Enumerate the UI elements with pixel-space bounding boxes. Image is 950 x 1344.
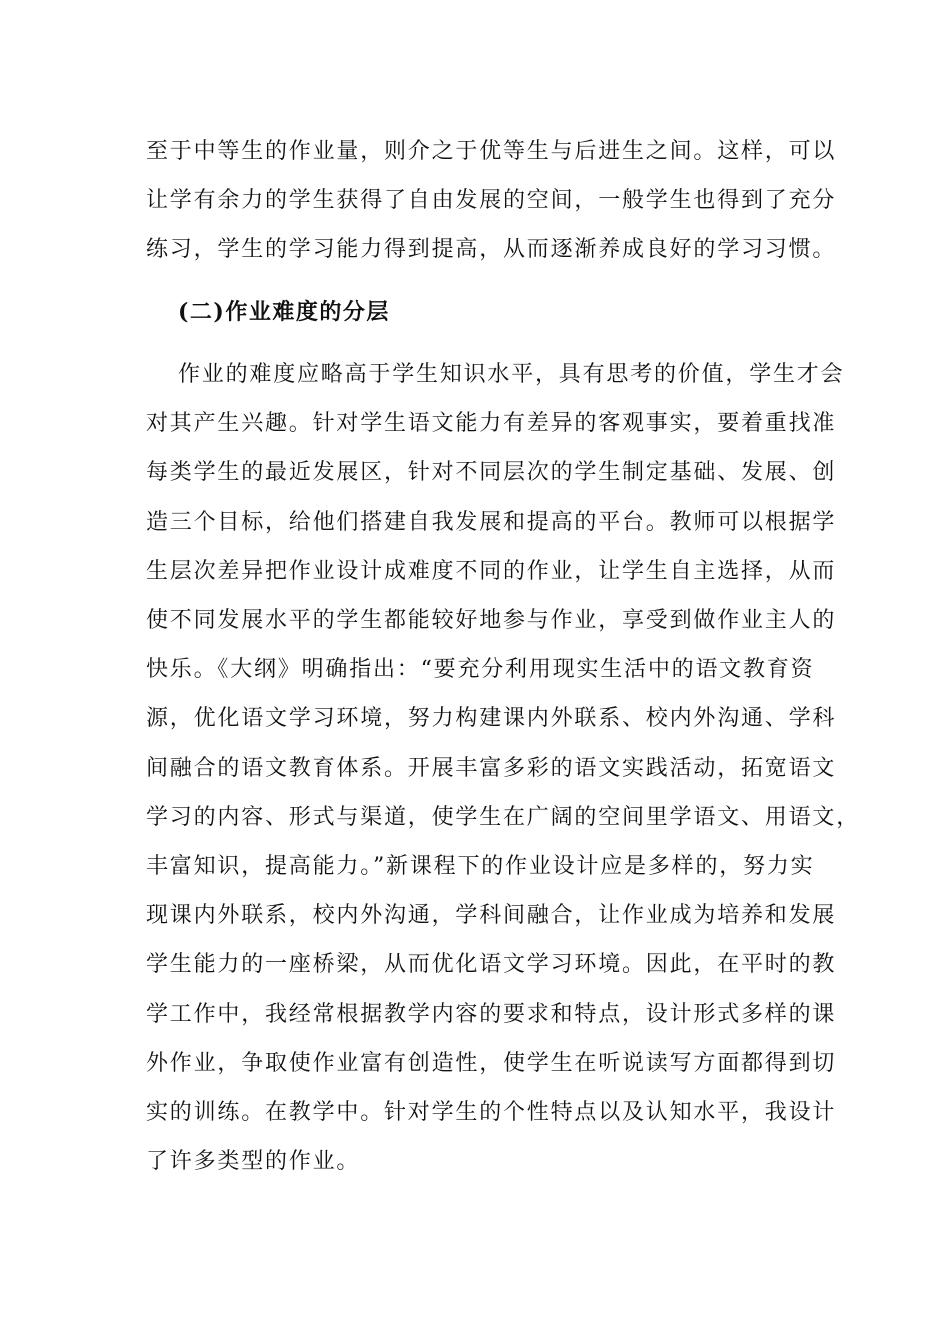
paragraph-2-line: 了许多类型的作业。 — [146, 1149, 361, 1174]
paragraph-2-line: 间融合的语文教育体系。开展丰富多彩的语文实践活动，拓宽语文 — [146, 756, 837, 781]
paragraph-1-line: 练习，学生的学习能力得到提高，从而逐渐养成良好的学习习惯。 — [146, 237, 837, 262]
paragraph-1-line: 让学有余力的学生获得了自由发展的空间，一般学生也得到了充分 — [146, 188, 837, 213]
paragraph-2-line: 作业的难度应略高于学生知识水平，具有思考的价值，学生才会 — [178, 362, 845, 387]
paragraph-2-line: 外作业，争取使作业富有创造性，使学生在听说读写方面都得到切 — [146, 1051, 837, 1076]
paragraph-2-line: 生层次差异把作业设计成难度不同的作业，让学生自主选择，从而 — [146, 559, 837, 584]
paragraph-2-line: 学生能力的一座桥梁，从而优化语文学习环境。因此，在平时的教 — [146, 952, 837, 977]
section-heading: (二)作业难度的分层 — [178, 299, 390, 325]
paragraph-2-line: 造三个目标，给他们搭建自我发展和提高的平台。教师可以根据学 — [146, 510, 837, 535]
paragraph-1-line: 至于中等生的作业量，则介之于优等生与后进生之间。这样，可以 — [146, 139, 837, 164]
paragraph-2-line: 对其产生兴趣。针对学生语文能力有差异的客观事实，要着重找准 — [146, 411, 837, 436]
paragraph-2-line: 每类学生的最近发展区，针对不同层次的学生制定基础、发展、创 — [146, 460, 837, 485]
paragraph-2-line: 现课内外联系，校内外沟通，学科间融合，让作业成为培养和发展 — [146, 903, 837, 928]
paragraph-2-line: 学习的内容、形式与渠道，使学生在广阔的空间里学语文、用语文， — [146, 805, 861, 830]
paragraph-2-line: 源，优化语文学习环境，努力构建课内外联系、校内外沟通、学科 — [146, 706, 837, 731]
paragraph-2-line: 学工作中，我经常根据教学内容的要求和特点，设计形式多样的课 — [146, 1002, 837, 1027]
paragraph-2-line: 使不同发展水平的学生都能较好地参与作业，享受到做作业主人的 — [146, 608, 837, 633]
paragraph-2-line: 快乐。《大纲》明确指出：“要充分利用现实生活中的语文教育资 — [146, 657, 815, 682]
paragraph-2-line: 丰富知识，提高能力。”新课程下的作业设计应是多样的，努力实 — [146, 854, 815, 879]
paragraph-2-line: 实的训练。在教学中。针对学生的个性特点以及认知水平，我设计 — [146, 1100, 837, 1125]
